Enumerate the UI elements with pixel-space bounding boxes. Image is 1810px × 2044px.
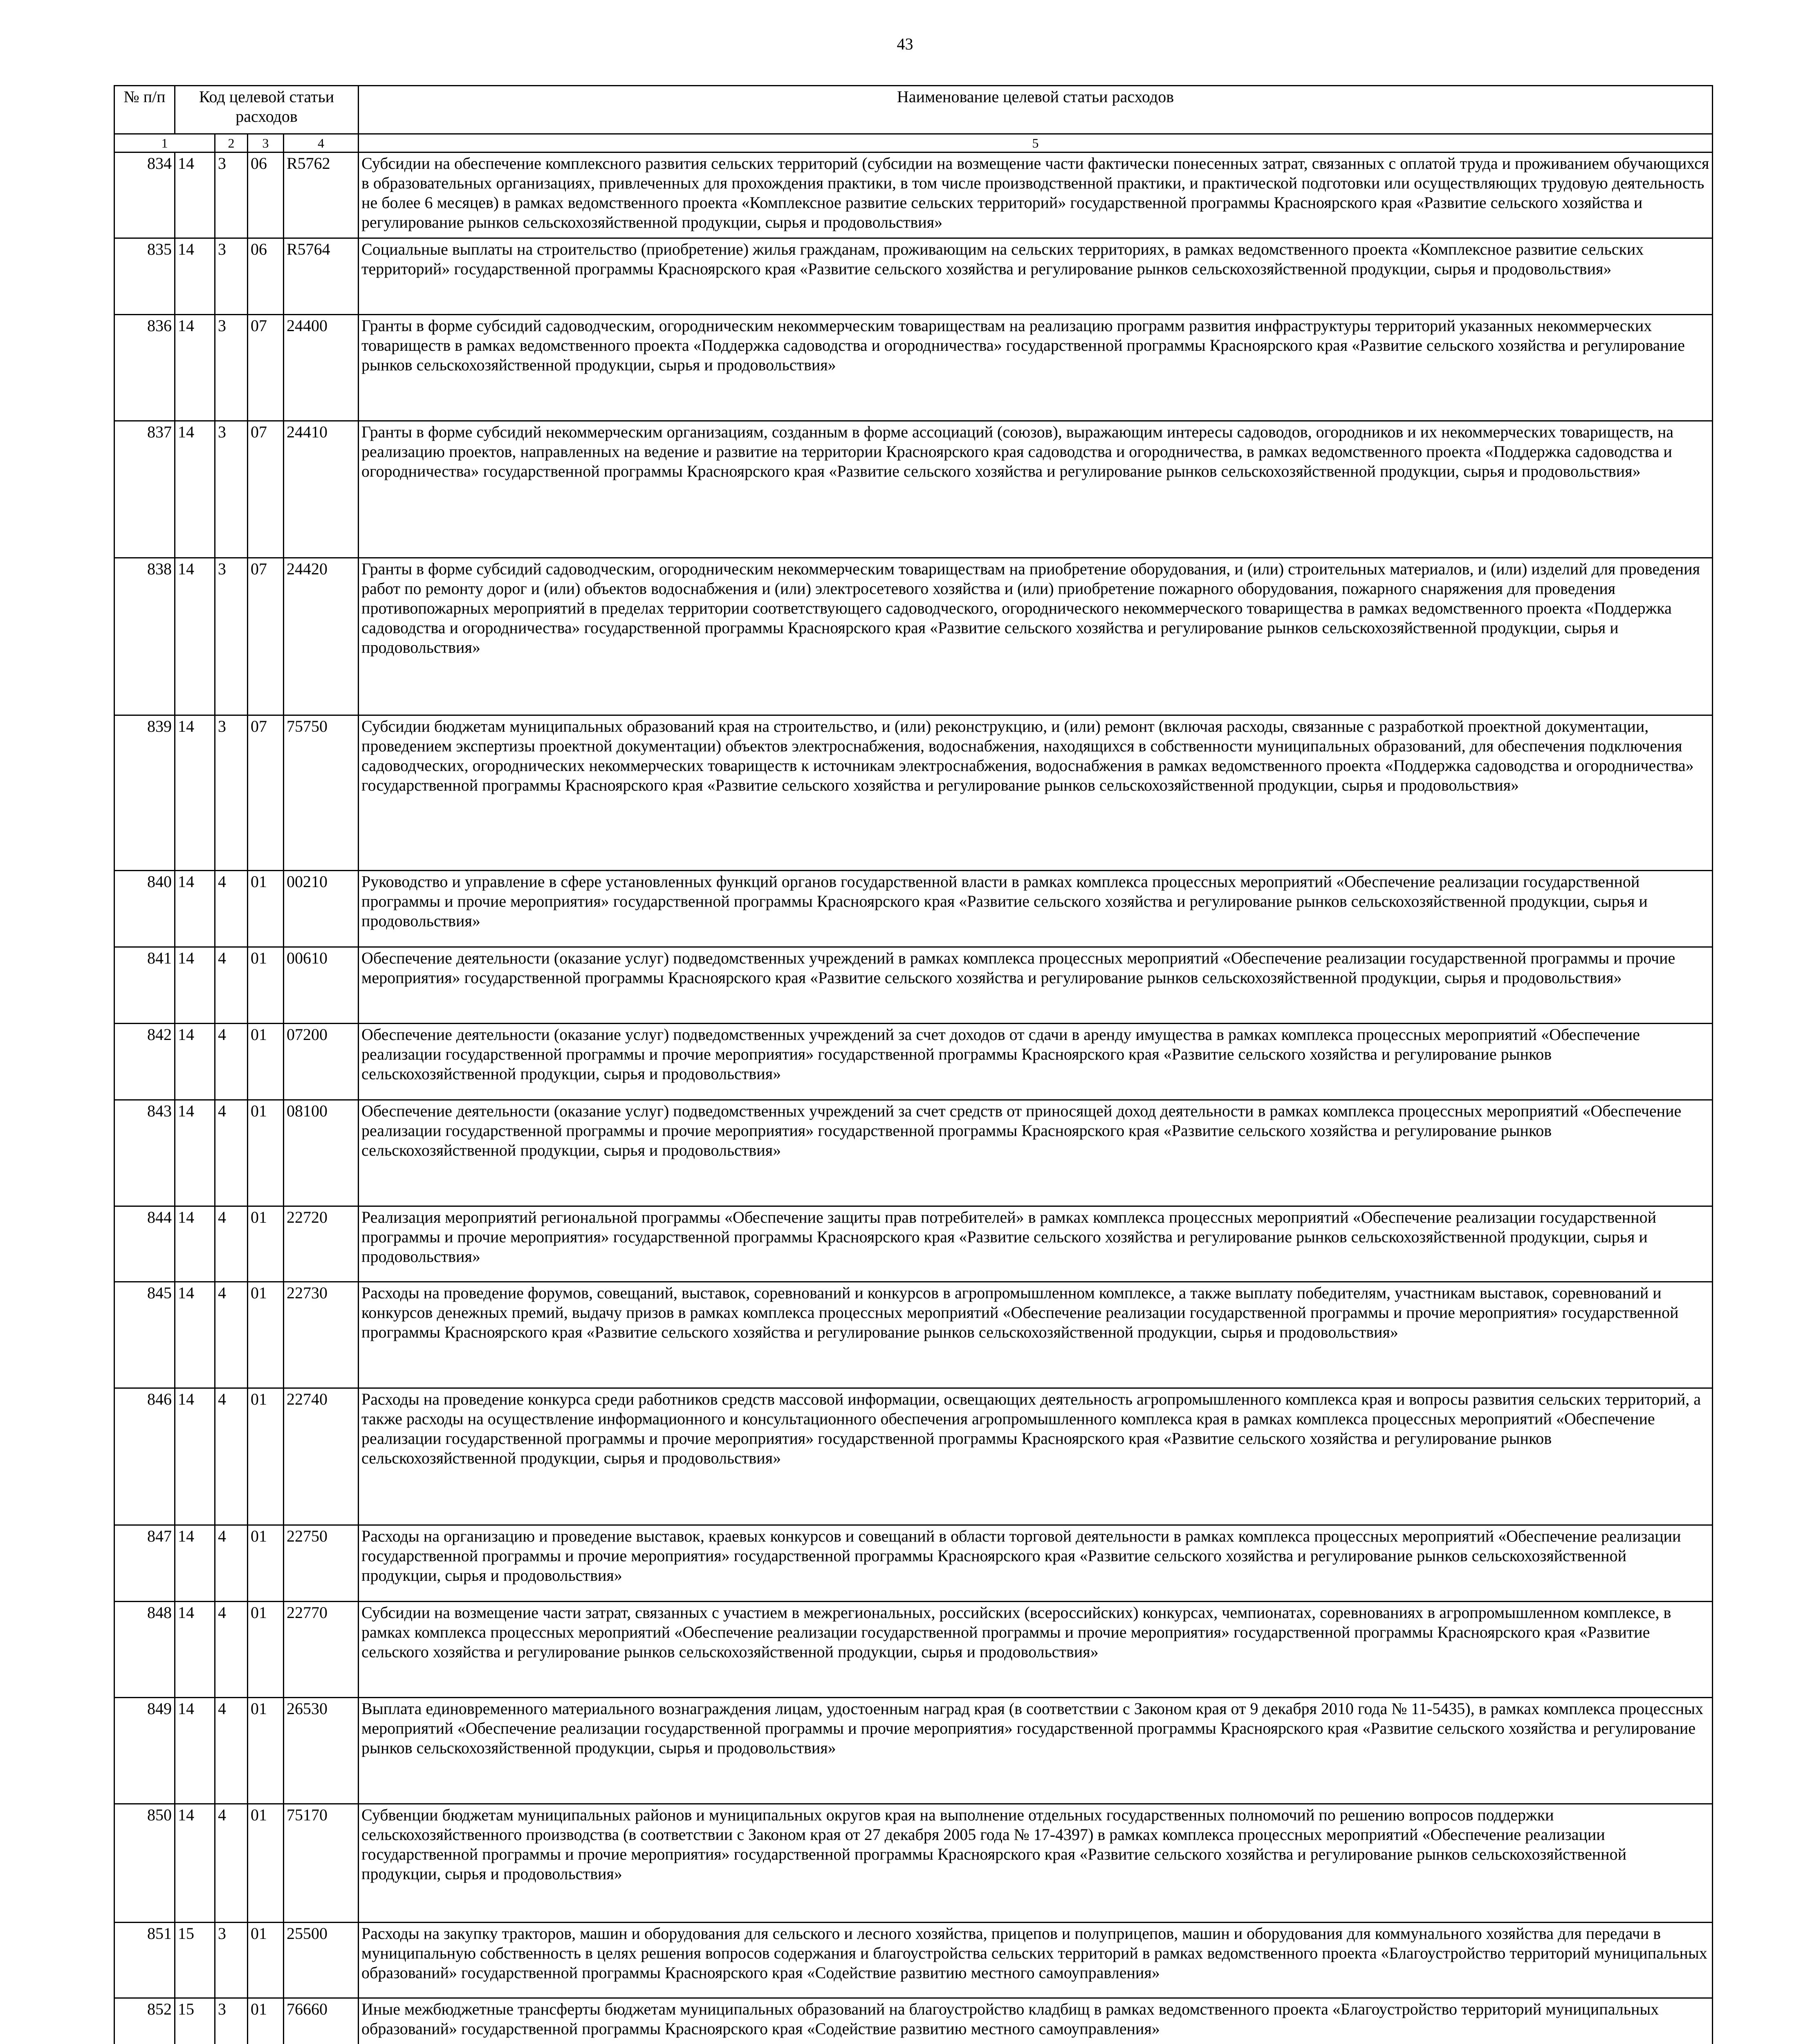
code-part-4: 26530 xyxy=(284,1698,359,1804)
header-code: Код целевой статьи расходов xyxy=(175,86,359,134)
row-number: 848 xyxy=(114,1602,175,1698)
code-part-2: 4 xyxy=(215,947,248,1024)
code-part-4: 08100 xyxy=(284,1100,359,1206)
target-article-name: Субсидии на обеспечение комплексного развития сельских территорий (субсидии на возмещение части фактически понесенных затрат, связанных с оплатой труда и проживанием обучающихся в образовательных организациях, привлеченных для прохождения практики, в том числе производственной практики, и практической подготовки или осуществляющих трудовую деятельность не более 6 месяцев) в рамках ведомственного проекта «Комплексное развитие сельских территорий» государственной программы Красноярского края «Развитие сельского хозяйства и регулирование рынков сельскохозяйственной продукции, сырья и продовольствия» xyxy=(359,152,1713,238)
code-part-1: 14 xyxy=(175,1024,215,1100)
code-part-4: 00610 xyxy=(284,947,359,1024)
target-article-name: Обеспечение деятельности (оказание услуг) подведомственных учреждений за счет доходов от сдачи в аренду имущества в рамках комплекса процессных мероприятий «Обеспечение реализации государственной программы и прочие мероприятия» государственной программы Красноярского края «Развитие сельского хозяйства и регулирование рынков сельскохозяйственной продукции, сырья и продовольствия» xyxy=(359,1024,1713,1100)
code-part-4: 22750 xyxy=(284,1525,359,1602)
table-row xyxy=(114,1206,1713,1282)
table-row xyxy=(114,1923,1713,1998)
header-col-number: 4 xyxy=(284,134,359,152)
code-part-2: 3 xyxy=(215,1923,248,1998)
target-article-name: Гранты в форме субсидий садоводческим, огородническим некоммерческим товариществам на реализацию программ развития инфраструктуры территорий указанных некоммерческих товариществ в рамках ведомственного проекта «Поддержка садоводства и огородничества» государственной программы Красноярского края «Развитие сельского хозяйства и регулирование рынков сельскохозяйственной продукции, сырья и продовольствия» xyxy=(359,315,1713,421)
code-part-4: 24420 xyxy=(284,558,359,715)
code-part-3: 01 xyxy=(248,1206,284,1282)
row-number: 841 xyxy=(114,947,175,1024)
code-part-1: 14 xyxy=(175,1206,215,1282)
code-part-3: 07 xyxy=(248,315,284,421)
code-part-4: 22740 xyxy=(284,1388,359,1525)
row-number: 839 xyxy=(114,715,175,871)
code-part-4: 75750 xyxy=(284,715,359,871)
table-row xyxy=(114,871,1713,947)
code-part-4: 24400 xyxy=(284,315,359,421)
code-part-4: R5764 xyxy=(284,238,359,315)
row-number: 840 xyxy=(114,871,175,947)
code-part-1: 14 xyxy=(175,1388,215,1525)
code-part-2: 3 xyxy=(215,152,248,238)
code-part-2: 4 xyxy=(215,1024,248,1100)
code-part-3: 01 xyxy=(248,1998,284,2044)
code-part-3: 01 xyxy=(248,1698,284,1804)
target-article-name: Расходы на закупку тракторов, машин и оборудования для сельского и лесного хозяйства, прицепов и полуприцепов, машин и оборудования для коммунального хозяйства для передачи в муниципальную собственность в целях решения вопросов содержания и благоустройства сельских территорий в рамках ведомственного проекта «Благоустройство территорий муниципальных образований» государственной программы Красноярского края «Содействие развитию местного самоуправления» xyxy=(359,1923,1713,1998)
code-part-4: 75170 xyxy=(284,1804,359,1923)
code-part-4: 22770 xyxy=(284,1602,359,1698)
row-number: 845 xyxy=(114,1282,175,1388)
row-number: 847 xyxy=(114,1525,175,1602)
code-part-2: 3 xyxy=(215,238,248,315)
target-article-name: Субвенции бюджетам муниципальных районов и муниципальных округов края на выполнение отдельных государственных полномочий по решению вопросов поддержки сельскохозяйственного производства (в соответствии с Законом края от 27 декабря 2005 года № 17-4397) в рамках комплекса процессных мероприятий «Обеспечение реализации государственной программы и прочие мероприятия» государственной программы Красноярского края «Развитие сельского хозяйства и регулирование рынков сельскохозяйственной продукции, сырья и продовольствия» xyxy=(359,1804,1713,1923)
code-part-1: 14 xyxy=(175,558,215,715)
code-part-2: 3 xyxy=(215,558,248,715)
row-number: 850 xyxy=(114,1804,175,1923)
code-part-4: 76660 xyxy=(284,1998,359,2044)
table-row xyxy=(114,1100,1713,1206)
row-number: 835 xyxy=(114,238,175,315)
table-row xyxy=(114,1525,1713,1602)
table-row xyxy=(114,1804,1713,1923)
row-number: 842 xyxy=(114,1024,175,1100)
table-row xyxy=(114,421,1713,558)
table-row xyxy=(114,238,1713,315)
code-part-2: 4 xyxy=(215,1100,248,1206)
target-article-name: Расходы на проведение конкурса среди работников средств массовой информации, освещающих деятельность агропромышленного комплекса края и вопросы развития сельских территорий, а также расходы на осуществление информационного и консультационного обеспечения агропромышленного комплекса края в рамках комплекса процессных мероприятий «Обеспечение реализации государственной программы и прочие мероприятия» государственной программы Красноярского края «Развитие сельского хозяйства и регулирование рынков сельскохозяйственной продукции, сырья и продовольствия» xyxy=(359,1388,1713,1525)
header-name: Наименование целевой статьи расходов xyxy=(359,86,1713,134)
row-number: 846 xyxy=(114,1388,175,1525)
code-part-4: 22730 xyxy=(284,1282,359,1388)
code-part-2: 3 xyxy=(215,421,248,558)
code-part-2: 4 xyxy=(215,871,248,947)
code-part-3: 06 xyxy=(248,152,284,238)
row-number: 843 xyxy=(114,1100,175,1206)
budget-classification-table xyxy=(114,85,1713,2044)
row-number: 836 xyxy=(114,315,175,421)
target-article-name: Расходы на организацию и проведение выставок, краевых конкурсов и совещаний в области торговой деятельности в рамках комплекса процессных мероприятий «Обеспечение реализации государственной программы и прочие мероприятия» государственной программы Красноярского края «Развитие сельского хозяйства и регулирование рынков сельскохозяйственной продукции, сырья и продовольствия» xyxy=(359,1525,1713,1602)
target-article-name: Обеспечение деятельности (оказание услуг) подведомственных учреждений в рамках комплекса процессных мероприятий «Обеспечение реализации государственной программы и прочие мероприятия» государственной программы Красноярского края «Развитие сельского хозяйства и регулирование рынков сельскохозяйственной продукции, сырья и продовольствия» xyxy=(359,947,1713,1024)
row-number: 834 xyxy=(114,152,175,238)
code-part-2: 4 xyxy=(215,1698,248,1804)
header-col-number: 1 xyxy=(114,134,215,152)
code-part-1: 14 xyxy=(175,315,215,421)
target-article-name: Гранты в форме субсидий садоводческим, огородническим некоммерческим товариществам на приобретение оборудования, и (или) строительных материалов, и (или) изделий для проведения работ по ремонту дорог и (или) объектов водоснабжения и (или) электросетевого хозяйства и (или) приобретение пожарного оборудования, пожарного снаряжения для проведения противопожарных мероприятий в пределах территории соответствующего садоводческого, огороднического некоммерческого товарищества в рамках ведомственного проекта «Поддержка садоводства и огородничества» государственной программы Красноярского края «Развитие сельского хозяйства и регулирование рынков сельскохозяйственной продукции, сырья и продовольствия» xyxy=(359,558,1713,715)
code-part-1: 14 xyxy=(175,238,215,315)
code-part-1: 14 xyxy=(175,947,215,1024)
target-article-name: Выплата единовременного материального вознаграждения лицам, удостоенным наград края (в соответствии с Законом края от 9 декабря 2010 года № 11-5435), в рамках комплекса процессных мероприятий «Обеспечение реализации государственной программы и прочие мероприятия» государственной программы Красноярского края «Развитие сельского хозяйства и регулирование рынков сельскохозяйственной продукции, сырья и продовольствия» xyxy=(359,1698,1713,1804)
target-article-name: Субсидии на возмещение части затрат, связанных с участием в межрегиональных, российских (всероссийских) конкурсах, чемпионатах, соревнованиях в агропромышленном комплексе, в рамках комплекса процессных мероприятий «Обеспечение реализации государственной программы и прочие мероприятия» государственной программы Красноярского края «Развитие сельского хозяйства и регулирование рынков сельскохозяйственной продукции, сырья и продовольствия» xyxy=(359,1602,1713,1698)
table-row xyxy=(114,1388,1713,1525)
code-part-4: R5762 xyxy=(284,152,359,238)
target-article-name: Субсидии бюджетам муниципальных образований края на строительство, и (или) реконструкцию, и (или) ремонт (включая расходы, связанные с разработкой проектной документации, проведением экспертизы проектной документации) объектов электроснабжения, водоснабжения, находящихся в собственности муниципальных образований, для обеспечения подключения садоводческих, огороднических некоммерческих товариществ к источникам электроснабжения, водоснабжения в рамках ведомственного проекта «Поддержка садоводства и огородничества» государственной программы Красноярского края «Развитие сельского хозяйства и регулирование рынков сельскохозяйственной продукции, сырья и продовольствия» xyxy=(359,715,1713,871)
code-part-1: 14 xyxy=(175,1525,215,1602)
row-number: 851 xyxy=(114,1923,175,1998)
code-part-3: 01 xyxy=(248,947,284,1024)
code-part-3: 01 xyxy=(248,1525,284,1602)
code-part-3: 01 xyxy=(248,1804,284,1923)
code-part-3: 01 xyxy=(248,1388,284,1525)
code-part-1: 14 xyxy=(175,1100,215,1206)
code-part-1: 14 xyxy=(175,1602,215,1698)
target-article-name: Гранты в форме субсидий некоммерческим организациям, созданным в форме ассоциаций (союзов), выражающим интересы садоводов, огородников и их некоммерческих товариществ, на реализацию проектов, направленных на ведение и развитие на территории Красноярского края садоводства и огородничества, в рамках ведомственного проекта «Поддержка садоводства и огородничества» государственной программы Красноярского края «Развитие сельского хозяйства и регулирование рынков сельскохозяйственной продукции, сырья и продовольствия» xyxy=(359,421,1713,558)
code-part-2: 4 xyxy=(215,1206,248,1282)
code-part-3: 07 xyxy=(248,558,284,715)
table-row xyxy=(114,152,1713,238)
code-part-2: 4 xyxy=(215,1282,248,1388)
target-article-name: Реализация мероприятий региональной программы «Обеспечение защиты прав потребителей» в рамках комплекса процессных мероприятий «Обеспечение реализации государственной программы и прочие мероприятия» государственной программы Красноярского края «Развитие сельского хозяйства и регулирование рынков сельскохозяйственной продукции, сырья и продовольствия» xyxy=(359,1206,1713,1282)
code-part-3: 01 xyxy=(248,1100,284,1206)
code-part-3: 01 xyxy=(248,1923,284,1998)
table-row xyxy=(114,947,1713,1024)
target-article-name: Обеспечение деятельности (оказание услуг) подведомственных учреждений за счет средств от приносящей доход деятельности в рамках комплекса процессных мероприятий «Обеспечение реализации государственной программы и прочие мероприятия» государственной программы Красноярского края «Развитие сельского хозяйства и регулирование рынков сельскохозяйственной продукции, сырья и продовольствия» xyxy=(359,1100,1713,1206)
code-part-4: 07200 xyxy=(284,1024,359,1100)
header-number: № п/п xyxy=(114,86,175,134)
target-article-name: Руководство и управление в сфере установленных функций органов государственной власти в рамках комплекса процессных мероприятий «Обеспечение реализации государственной программы и прочие мероприятия» государственной программы Красноярского края «Развитие сельского хозяйства и регулирование рынков сельскохозяйственной продукции, сырья и продовольствия» xyxy=(359,871,1713,947)
code-part-2: 4 xyxy=(215,1525,248,1602)
code-part-2: 3 xyxy=(215,1998,248,2044)
table-row xyxy=(114,558,1713,715)
code-part-1: 14 xyxy=(175,152,215,238)
table-row xyxy=(114,715,1713,871)
code-part-2: 3 xyxy=(215,315,248,421)
code-part-4: 22720 xyxy=(284,1206,359,1282)
code-part-1: 14 xyxy=(175,715,215,871)
code-part-4: 25500 xyxy=(284,1923,359,1998)
row-number: 838 xyxy=(114,558,175,715)
code-part-2: 4 xyxy=(215,1388,248,1525)
code-part-4: 00210 xyxy=(284,871,359,947)
target-article-name: Расходы на проведение форумов, совещаний, выставок, соревнований и конкурсов в агропромышленном комплексе, а также выплату победителям, участникам выставок, соревнований и конкурсов денежных премий, выдачу призов в рамках комплекса процессных мероприятий «Обеспечение реализации государственной программы и прочие мероприятия» государственной программы Красноярского края «Развитие сельского хозяйства и регулирование рынков сельскохозяйственной продукции, сырья и продовольствия» xyxy=(359,1282,1713,1388)
code-part-4: 24410 xyxy=(284,421,359,558)
header-col-number: 2 xyxy=(215,134,248,152)
code-part-1: 15 xyxy=(175,1998,215,2044)
code-part-3: 07 xyxy=(248,421,284,558)
header-col-number: 5 xyxy=(359,134,1713,152)
code-part-3: 01 xyxy=(248,1282,284,1388)
header-col-number: 3 xyxy=(248,134,284,152)
code-part-3: 01 xyxy=(248,1602,284,1698)
table-row xyxy=(114,1024,1713,1100)
table-row xyxy=(114,315,1713,421)
code-part-2: 4 xyxy=(215,1804,248,1923)
code-part-3: 01 xyxy=(248,871,284,947)
target-article-name: Иные межбюджетные трансферты бюджетам муниципальных образований на благоустройство кладбищ в рамках ведомственного проекта «Благоустройство территорий муниципальных образований» государственной программы Красноярского края «Содействие развитию местного самоуправления» xyxy=(359,1998,1713,2044)
code-part-1: 14 xyxy=(175,421,215,558)
table-row xyxy=(114,1602,1713,1698)
table-row xyxy=(114,1282,1713,1388)
row-number: 837 xyxy=(114,421,175,558)
row-number: 849 xyxy=(114,1698,175,1804)
code-part-3: 06 xyxy=(248,238,284,315)
code-part-3: 01 xyxy=(248,1024,284,1100)
code-part-1: 14 xyxy=(175,1282,215,1388)
code-part-1: 15 xyxy=(175,1923,215,1998)
row-number: 852 xyxy=(114,1998,175,2044)
code-part-1: 14 xyxy=(175,871,215,947)
code-part-3: 07 xyxy=(248,715,284,871)
table-row xyxy=(114,1698,1713,1804)
table-row xyxy=(114,1998,1713,2044)
target-article-name: Социальные выплаты на строительство (приобретение) жилья гражданам, проживающим на сельских территориях, в рамках ведомственного проекта «Комплексное развитие сельских территорий» государственной программы Красноярского края «Развитие сельского хозяйства и регулирование рынков сельскохозяйственной продукции, сырья и продовольствия» xyxy=(359,238,1713,315)
code-part-1: 14 xyxy=(175,1804,215,1923)
code-part-1: 14 xyxy=(175,1698,215,1804)
code-part-2: 4 xyxy=(215,1602,248,1698)
code-part-2: 3 xyxy=(215,715,248,871)
page-number: 43 xyxy=(897,35,913,53)
row-number: 844 xyxy=(114,1206,175,1282)
